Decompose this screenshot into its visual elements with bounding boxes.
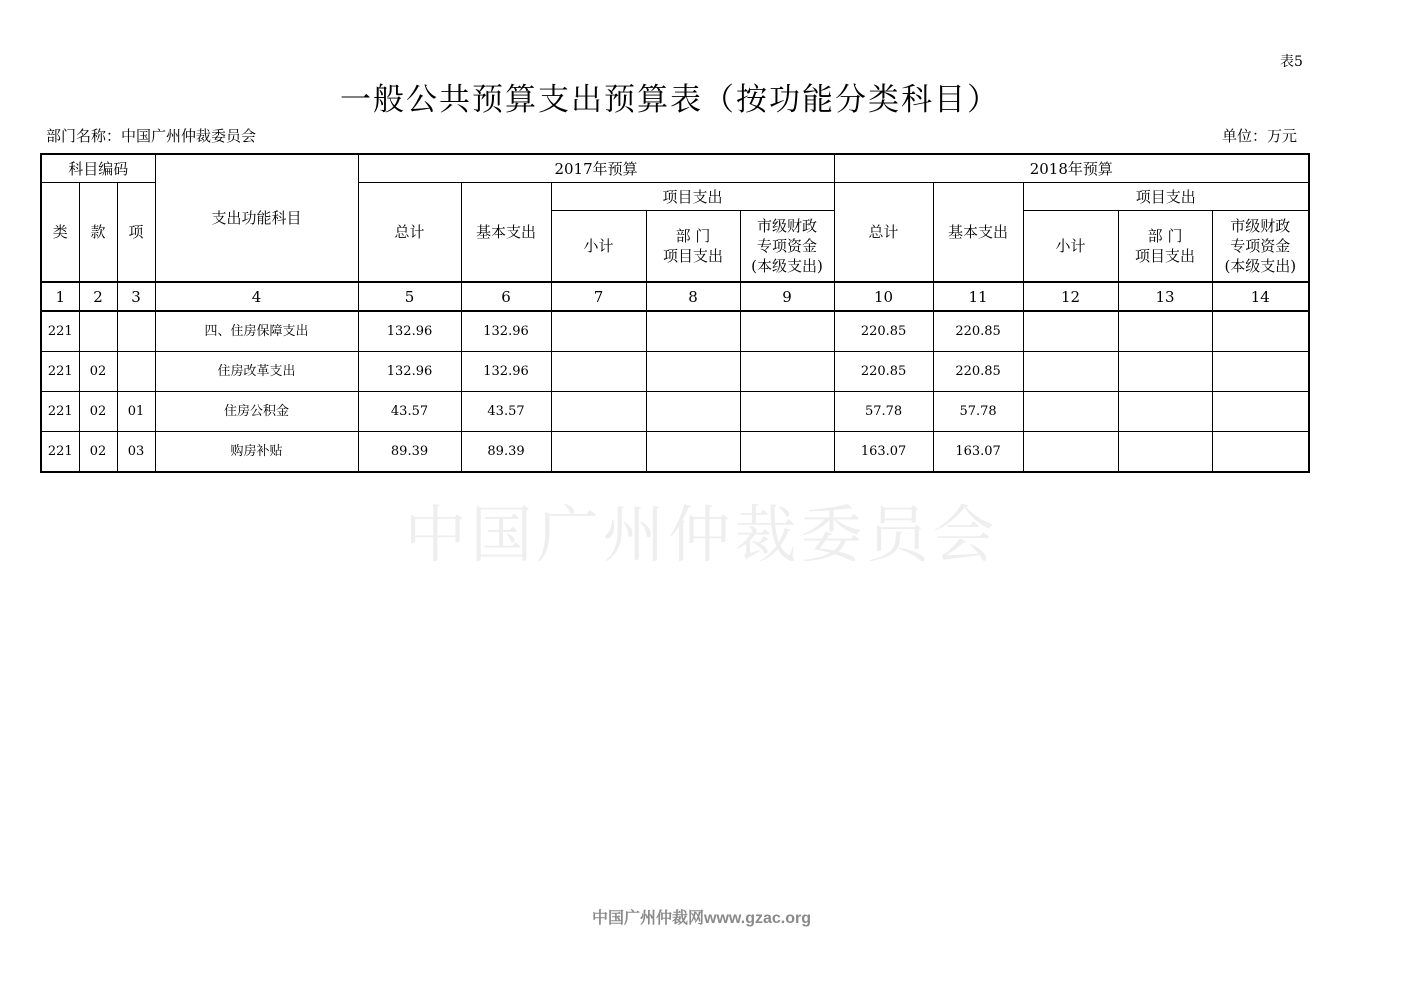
column-number: 4: [155, 282, 358, 311]
table-row: [41, 352, 1309, 392]
footer-link[interactable]: 中国广州仲裁网www.gzac.org: [592, 910, 811, 927]
cell-kuan: 02: [79, 392, 117, 432]
header-2017-basic: 基本支出: [461, 183, 551, 283]
header-function-subject: 支出功能科目: [155, 154, 358, 282]
header-2017-project: 项目支出: [551, 183, 834, 211]
cell-2018-total: 57.78: [834, 392, 933, 432]
department-name: 部门名称：中国广州仲裁委员会: [46, 127, 257, 145]
column-number: 9: [740, 282, 834, 311]
column-number: 1: [41, 282, 79, 311]
cell-2018-basic: 220.85: [933, 352, 1023, 392]
cell-2018-subtotal: [1023, 311, 1118, 352]
cell-2017-dept-project: [646, 311, 740, 352]
cell-2018-dept-project: [1118, 311, 1212, 352]
cell-lei: 221: [41, 432, 79, 473]
cell-2017-city-fund: [740, 392, 834, 432]
cell-2017-total: 89.39: [358, 432, 461, 473]
cell-kuan: [79, 311, 117, 352]
cell-xiang: [117, 311, 155, 352]
column-number: 7: [551, 282, 646, 311]
cell-2018-subtotal: [1023, 432, 1118, 473]
column-number-row: [41, 282, 1309, 311]
cell-subject-name: 住房公积金: [155, 392, 358, 432]
table-row: [41, 392, 1309, 432]
cell-lei: 221: [41, 352, 79, 392]
cell-2017-subtotal: [551, 432, 646, 473]
column-number: 11: [933, 282, 1023, 311]
header-2018-basic: 基本支出: [933, 183, 1023, 283]
table-number: 表5: [1280, 54, 1303, 70]
budget-table: [40, 153, 1310, 473]
cell-2017-dept-project: [646, 432, 740, 473]
cell-2017-dept-project: [646, 392, 740, 432]
header-2017-total: 总计: [358, 183, 461, 283]
cell-xiang: 01: [117, 392, 155, 432]
table-row: [41, 432, 1309, 473]
cell-2018-basic: 57.78: [933, 392, 1023, 432]
cell-xiang: [117, 352, 155, 392]
column-number: 8: [646, 282, 740, 311]
cell-2018-total: 220.85: [834, 311, 933, 352]
cell-2018-total: 220.85: [834, 352, 933, 392]
cell-2018-subtotal: [1023, 392, 1118, 432]
cell-2017-basic: 43.57: [461, 392, 551, 432]
cell-2018-basic: 163.07: [933, 432, 1023, 473]
cell-2017-total: 132.96: [358, 352, 461, 392]
cell-2017-subtotal: [551, 352, 646, 392]
table-row: [41, 311, 1309, 352]
header-2017-subtotal: 小计: [551, 211, 646, 283]
column-number: 3: [117, 282, 155, 311]
cell-subject-name: 购房补贴: [155, 432, 358, 473]
column-number: 14: [1212, 282, 1309, 311]
header-2017-budget: 2017年预算: [358, 154, 834, 183]
cell-2017-basic: 89.39: [461, 432, 551, 473]
column-number: 10: [834, 282, 933, 311]
cell-xiang: 03: [117, 432, 155, 473]
cell-2017-total: 132.96: [358, 311, 461, 352]
header-2018-city-fund: 市级财政 专项资金 (本级支出): [1212, 211, 1309, 283]
column-number: 2: [79, 282, 117, 311]
cell-2017-city-fund: [740, 352, 834, 392]
column-number: 13: [1118, 282, 1212, 311]
header-lei: 类: [41, 183, 79, 283]
column-number: 6: [461, 282, 551, 311]
cell-kuan: 02: [79, 432, 117, 473]
header-2018-dept-project: 部 门 项目支出: [1118, 211, 1212, 283]
header-2017-dept-project: 部 门 项目支出: [646, 211, 740, 283]
column-number: 5: [358, 282, 461, 311]
cell-2018-city-fund: [1212, 432, 1309, 473]
cell-subject-name: 住房改革支出: [155, 352, 358, 392]
cell-lei: 221: [41, 392, 79, 432]
cell-kuan: 02: [79, 352, 117, 392]
header-2018-subtotal: 小计: [1023, 211, 1118, 283]
header-code-group: 科目编码: [41, 154, 155, 183]
cell-2018-total: 163.07: [834, 432, 933, 473]
watermark: 中国广州仲裁委员会: [404, 498, 999, 571]
cell-2017-subtotal: [551, 392, 646, 432]
cell-2018-basic: 220.85: [933, 311, 1023, 352]
cell-lei: 221: [41, 311, 79, 352]
cell-2018-city-fund: [1212, 352, 1309, 392]
unit-label: 单位：万元: [1222, 127, 1298, 145]
column-number: 12: [1023, 282, 1118, 311]
cell-2018-city-fund: [1212, 311, 1309, 352]
cell-2018-dept-project: [1118, 392, 1212, 432]
header-2018-project: 项目支出: [1023, 183, 1309, 211]
cell-2017-total: 43.57: [358, 392, 461, 432]
header-kuan: 款: [79, 183, 117, 283]
cell-2017-subtotal: [551, 311, 646, 352]
cell-2018-dept-project: [1118, 432, 1212, 473]
cell-2018-dept-project: [1118, 352, 1212, 392]
cell-2018-city-fund: [1212, 392, 1309, 432]
header-2018-total: 总计: [834, 183, 933, 283]
cell-2017-city-fund: [740, 432, 834, 473]
cell-2018-subtotal: [1023, 352, 1118, 392]
page-title: 一般公共预算支出预算表（按功能分类科目）: [340, 82, 1000, 118]
cell-2017-basic: 132.96: [461, 352, 551, 392]
cell-2017-basic: 132.96: [461, 311, 551, 352]
header-2018-budget: 2018年预算: [834, 154, 1309, 183]
header-2017-city-fund: 市级财政 专项资金 (本级支出): [740, 211, 834, 283]
cell-subject-name: 四、住房保障支出: [155, 311, 358, 352]
cell-2017-city-fund: [740, 311, 834, 352]
header-xiang: 项: [117, 183, 155, 283]
cell-2017-dept-project: [646, 352, 740, 392]
